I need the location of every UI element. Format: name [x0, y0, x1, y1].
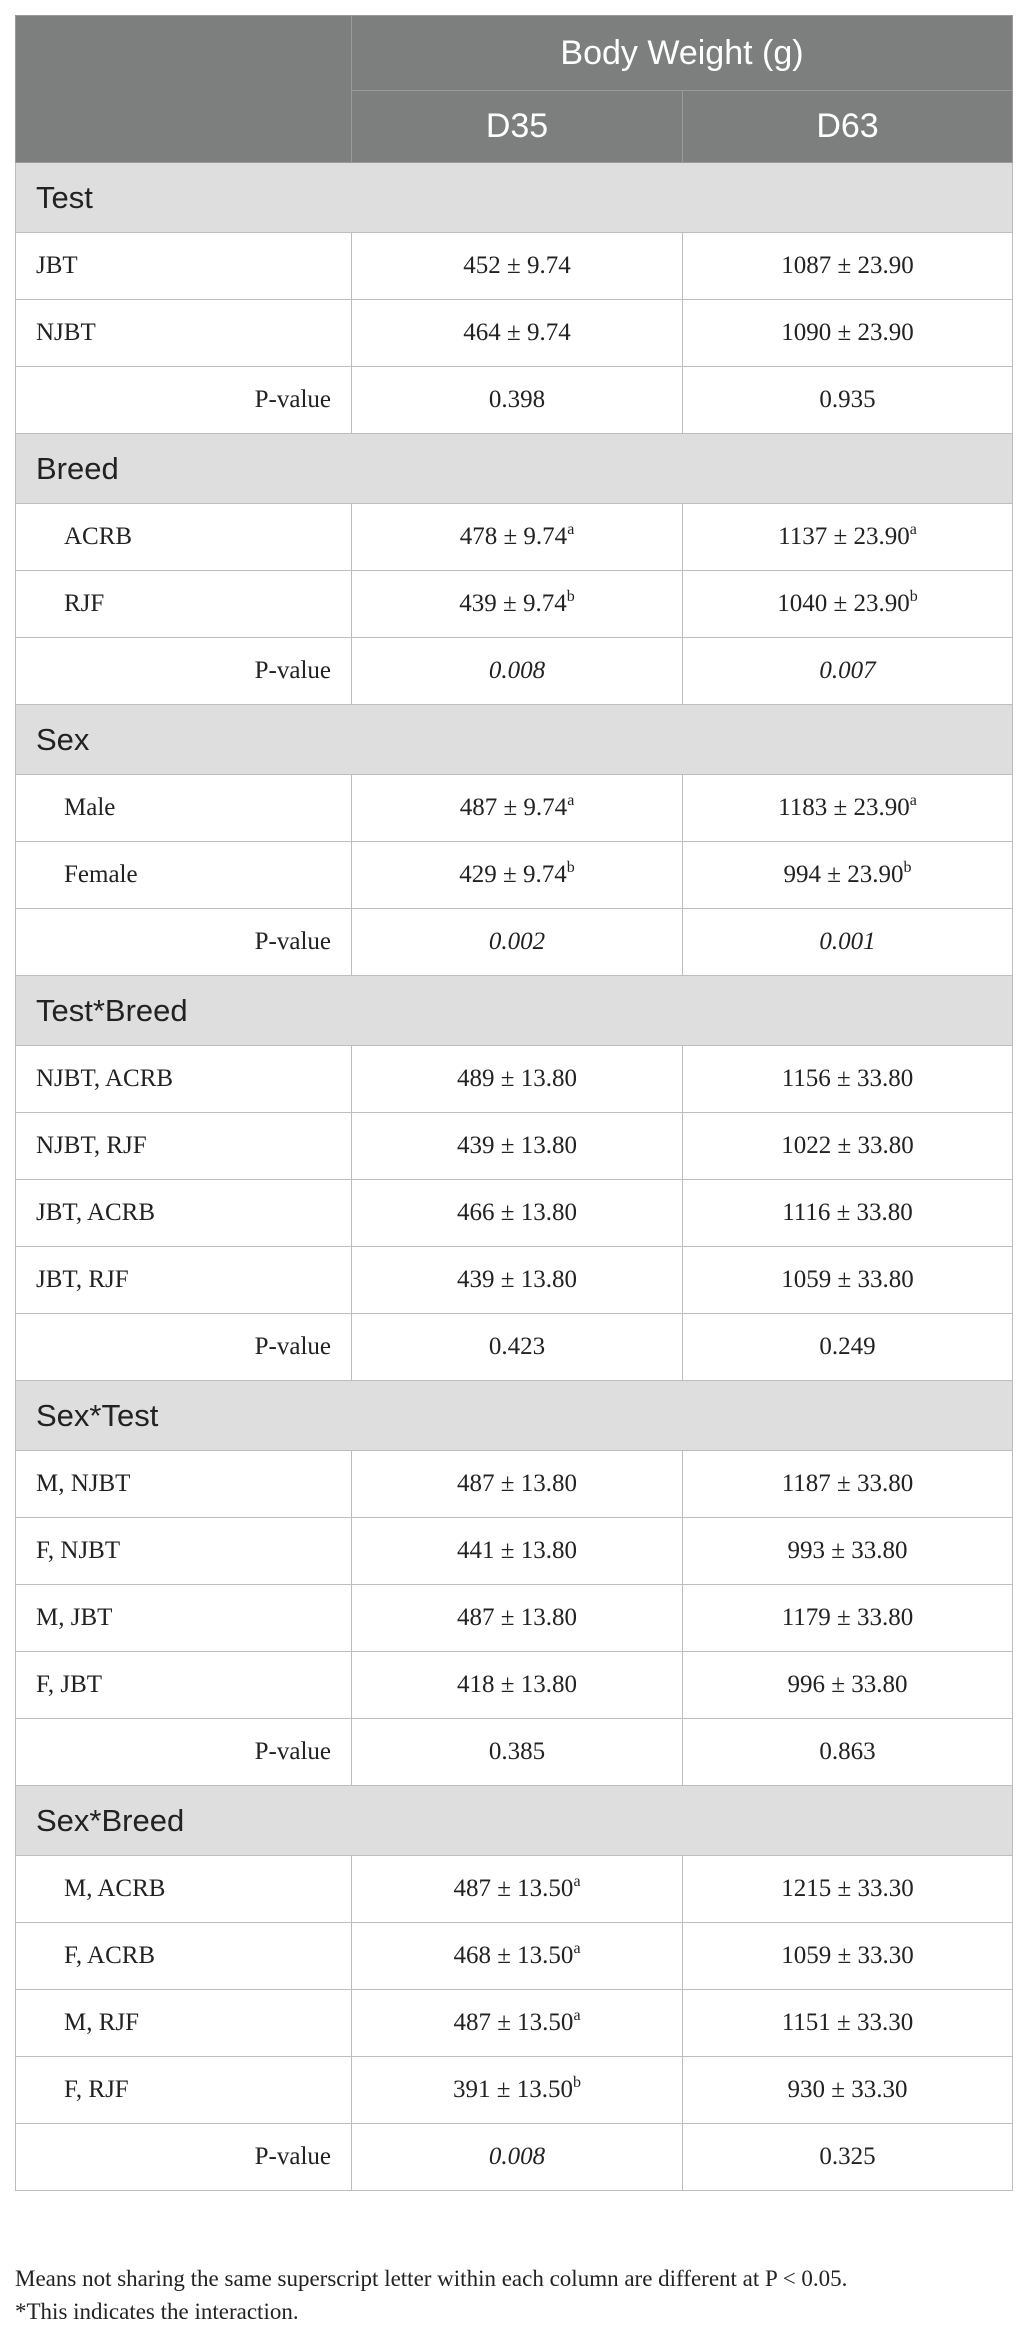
cell-d35-superscript: b [566, 588, 575, 605]
cell-d35-superscript: b [572, 2074, 581, 2091]
cell-d35 [352, 1990, 683, 2057]
cell-d35 [352, 1856, 683, 1923]
table-row [16, 1451, 1013, 1518]
section-title: Sex*Breed [16, 1786, 1013, 1856]
cell-d63-value: 1187 ± 33.80 [781, 1470, 914, 1497]
cell-d35-value: 439 ± 13.80 [457, 1132, 577, 1159]
cell-d35-value: 418 ± 13.80 [457, 1671, 577, 1698]
cell-d35-value: 441 ± 13.80 [457, 1537, 577, 1564]
pvalue-d63: 0.935 [683, 367, 1013, 434]
row-label: Male [16, 775, 352, 842]
table-header [16, 16, 1013, 163]
row-label: M, ACRB [16, 1856, 352, 1923]
row-label: Female [16, 842, 352, 909]
table-row [16, 1585, 1013, 1652]
cell-d35-superscript: a [567, 521, 575, 538]
section-title: Test*Breed [16, 976, 1013, 1046]
section-title: Sex [16, 705, 1013, 775]
cell-d63-value: 1179 ± 33.80 [781, 1604, 914, 1631]
pvalue-label: P-value [16, 1719, 352, 1786]
cell-d35 [352, 571, 683, 638]
cell-d35 [352, 775, 683, 842]
pvalue-d63: 0.249 [683, 1314, 1013, 1381]
section-row [16, 1786, 1013, 1856]
cell-d35-value: 487 ± 9.74 [459, 794, 568, 821]
pvalue-row [16, 1719, 1013, 1786]
cell-d35-superscript: a [573, 1940, 581, 1957]
row-label: M, JBT [16, 1585, 352, 1652]
cell-d63 [683, 1180, 1013, 1247]
section-row [16, 705, 1013, 775]
cell-d63-value: 994 ± 23.90 [783, 861, 904, 888]
cell-d35-value: 468 ± 13.50 [453, 1942, 574, 1969]
cell-d35 [352, 1247, 683, 1314]
cell-d63-superscript: a [909, 792, 917, 809]
cell-d63 [683, 300, 1013, 367]
table-row [16, 1652, 1013, 1719]
pvalue-label: P-value [16, 909, 352, 976]
pvalue-label: P-value [16, 638, 352, 705]
row-label: F, RJF [16, 2057, 352, 2124]
cell-d63-value: 1059 ± 33.80 [781, 1266, 914, 1293]
pvalue-label: P-value [16, 1314, 352, 1381]
row-label: F, JBT [16, 1652, 352, 1719]
cell-d35 [352, 1451, 683, 1518]
table-row [16, 2057, 1013, 2124]
row-label: JBT [16, 233, 352, 300]
table-row [16, 233, 1013, 300]
row-label: NJBT, ACRB [16, 1046, 352, 1113]
table-row [16, 571, 1013, 638]
cell-d63 [683, 1046, 1013, 1113]
row-label: NJBT [16, 300, 352, 367]
section-row [16, 1381, 1013, 1451]
cell-d63 [683, 571, 1013, 638]
table-row [16, 1518, 1013, 1585]
cell-d63-value: 1151 ± 33.30 [781, 2009, 914, 2036]
pvalue-row [16, 367, 1013, 434]
section-row [16, 976, 1013, 1046]
cell-d63-value: 1183 ± 23.90 [778, 794, 910, 821]
table-row [16, 1990, 1013, 2057]
table-row [16, 1923, 1013, 1990]
pvalue-row [16, 638, 1013, 705]
pvalue-d63: 0.863 [683, 1719, 1013, 1786]
cell-d35 [352, 1923, 683, 1990]
cell-d63-value: 1116 ± 33.80 [782, 1199, 913, 1226]
cell-d63-value: 996 ± 33.80 [787, 1671, 908, 1698]
cell-d63 [683, 1856, 1013, 1923]
cell-d63 [683, 1518, 1013, 1585]
table-row [16, 1856, 1013, 1923]
header-d63: D63 [683, 91, 1013, 163]
pvalue-d63: 0.325 [683, 2124, 1013, 2191]
cell-d35 [352, 233, 683, 300]
row-label: JBT, RJF [16, 1247, 352, 1314]
cell-d35 [352, 2057, 683, 2124]
cell-d63 [683, 2057, 1013, 2124]
cell-d63-value: 1156 ± 33.80 [781, 1065, 914, 1092]
section-title: Breed [16, 434, 1013, 504]
cell-d35-value: 487 ± 13.80 [457, 1604, 577, 1631]
cell-d63-value: 1022 ± 33.80 [781, 1132, 914, 1159]
cell-d35 [352, 504, 683, 571]
cell-d35 [352, 300, 683, 367]
cell-d63 [683, 1990, 1013, 2057]
cell-d35-value: 439 ± 13.80 [457, 1266, 577, 1293]
cell-d63 [683, 1451, 1013, 1518]
cell-d35-value: 487 ± 13.80 [457, 1470, 577, 1497]
cell-d35-value: 489 ± 13.80 [457, 1065, 577, 1092]
cell-d35-value: 487 ± 13.50 [453, 2009, 574, 2036]
cell-d63 [683, 775, 1013, 842]
cell-d63 [683, 842, 1013, 909]
header-corner-cell [16, 16, 352, 163]
table-row [16, 1247, 1013, 1314]
pvalue-d63: 0.007 [683, 638, 1013, 705]
cell-d35-superscript: b [566, 859, 575, 876]
cell-d35-value: 487 ± 13.50 [453, 1875, 574, 1902]
row-label: F, NJBT [16, 1518, 352, 1585]
cell-d35-superscript: a [573, 1873, 581, 1890]
table-row [16, 775, 1013, 842]
pvalue-row [16, 2124, 1013, 2191]
table-row [16, 504, 1013, 571]
cell-d63 [683, 1247, 1013, 1314]
pvalue-d35: 0.385 [352, 1719, 683, 1786]
header-d35: D35 [352, 91, 683, 163]
pvalue-d35: 0.008 [352, 2124, 683, 2191]
table-row [16, 1046, 1013, 1113]
cell-d63-value: 1137 ± 23.90 [778, 523, 910, 550]
table-row [16, 1180, 1013, 1247]
body-weight-table [15, 15, 1013, 2191]
cell-d35-value: 429 ± 9.74 [459, 861, 567, 888]
cell-d35-value: 439 ± 9.74 [459, 590, 567, 617]
table-row [16, 300, 1013, 367]
header-row-group [16, 16, 1013, 91]
cell-d63 [683, 1652, 1013, 1719]
footnote-superscript: Means not sharing the same superscript letter within each column are different at P < 0.05. [15, 2266, 848, 2291]
cell-d63-superscript: a [909, 521, 917, 538]
pvalue-d35: 0.008 [352, 638, 683, 705]
cell-d35 [352, 842, 683, 909]
cell-d63-superscript: b [903, 859, 912, 876]
cell-d63-value: 930 ± 33.30 [787, 2076, 908, 2103]
cell-d35 [352, 1518, 683, 1585]
cell-d63 [683, 1923, 1013, 1990]
cell-d35-value: 452 ± 9.74 [463, 252, 571, 279]
row-label: F, ACRB [16, 1923, 352, 1990]
section-row [16, 434, 1013, 504]
row-label: M, RJF [16, 1990, 352, 2057]
footnote-interaction: *This indicates the interaction. [15, 2299, 299, 2324]
cell-d63 [683, 233, 1013, 300]
pvalue-d35: 0.002 [352, 909, 683, 976]
cell-d63-value: 1059 ± 33.30 [781, 1942, 914, 1969]
body-weight-table-wrapper [15, 15, 1012, 2191]
pvalue-label: P-value [16, 367, 352, 434]
section-title: Test [16, 163, 1013, 233]
cell-d35-superscript: a [567, 792, 575, 809]
cell-d63 [683, 1113, 1013, 1180]
section-row [16, 163, 1013, 233]
table-row [16, 842, 1013, 909]
cell-d63-value: 1087 ± 23.90 [781, 252, 914, 279]
table-footnotes [15, 2262, 1015, 2328]
pvalue-row [16, 1314, 1013, 1381]
table-body [16, 163, 1013, 2191]
cell-d63-value: 1215 ± 33.30 [781, 1875, 914, 1902]
row-label: ACRB [16, 504, 352, 571]
cell-d63-value: 1090 ± 23.90 [781, 319, 914, 346]
cell-d35-value: 478 ± 9.74 [459, 523, 568, 550]
table-row [16, 1113, 1013, 1180]
cell-d35-value: 464 ± 9.74 [463, 319, 571, 346]
pvalue-label: P-value [16, 2124, 352, 2191]
cell-d35-value: 466 ± 13.80 [457, 1199, 577, 1226]
cell-d63 [683, 504, 1013, 571]
row-label: RJF [16, 571, 352, 638]
cell-d35 [352, 1113, 683, 1180]
cell-d63-value: 993 ± 33.80 [787, 1537, 908, 1564]
row-label: NJBT, RJF [16, 1113, 352, 1180]
cell-d35-value: 391 ± 13.50 [453, 2076, 573, 2103]
cell-d35-superscript: a [573, 2007, 581, 2024]
row-label: M, NJBT [16, 1451, 352, 1518]
pvalue-row [16, 909, 1013, 976]
header-group-label: Body Weight (g) [352, 16, 1013, 91]
section-title: Sex*Test [16, 1381, 1013, 1451]
cell-d35 [352, 1585, 683, 1652]
cell-d63-value: 1040 ± 23.90 [777, 590, 910, 617]
pvalue-d35: 0.398 [352, 367, 683, 434]
cell-d35 [352, 1046, 683, 1113]
cell-d35 [352, 1652, 683, 1719]
cell-d35 [352, 1180, 683, 1247]
pvalue-d35: 0.423 [352, 1314, 683, 1381]
cell-d63-superscript: b [909, 588, 918, 605]
row-label: JBT, ACRB [16, 1180, 352, 1247]
pvalue-d63: 0.001 [683, 909, 1013, 976]
cell-d63 [683, 1585, 1013, 1652]
